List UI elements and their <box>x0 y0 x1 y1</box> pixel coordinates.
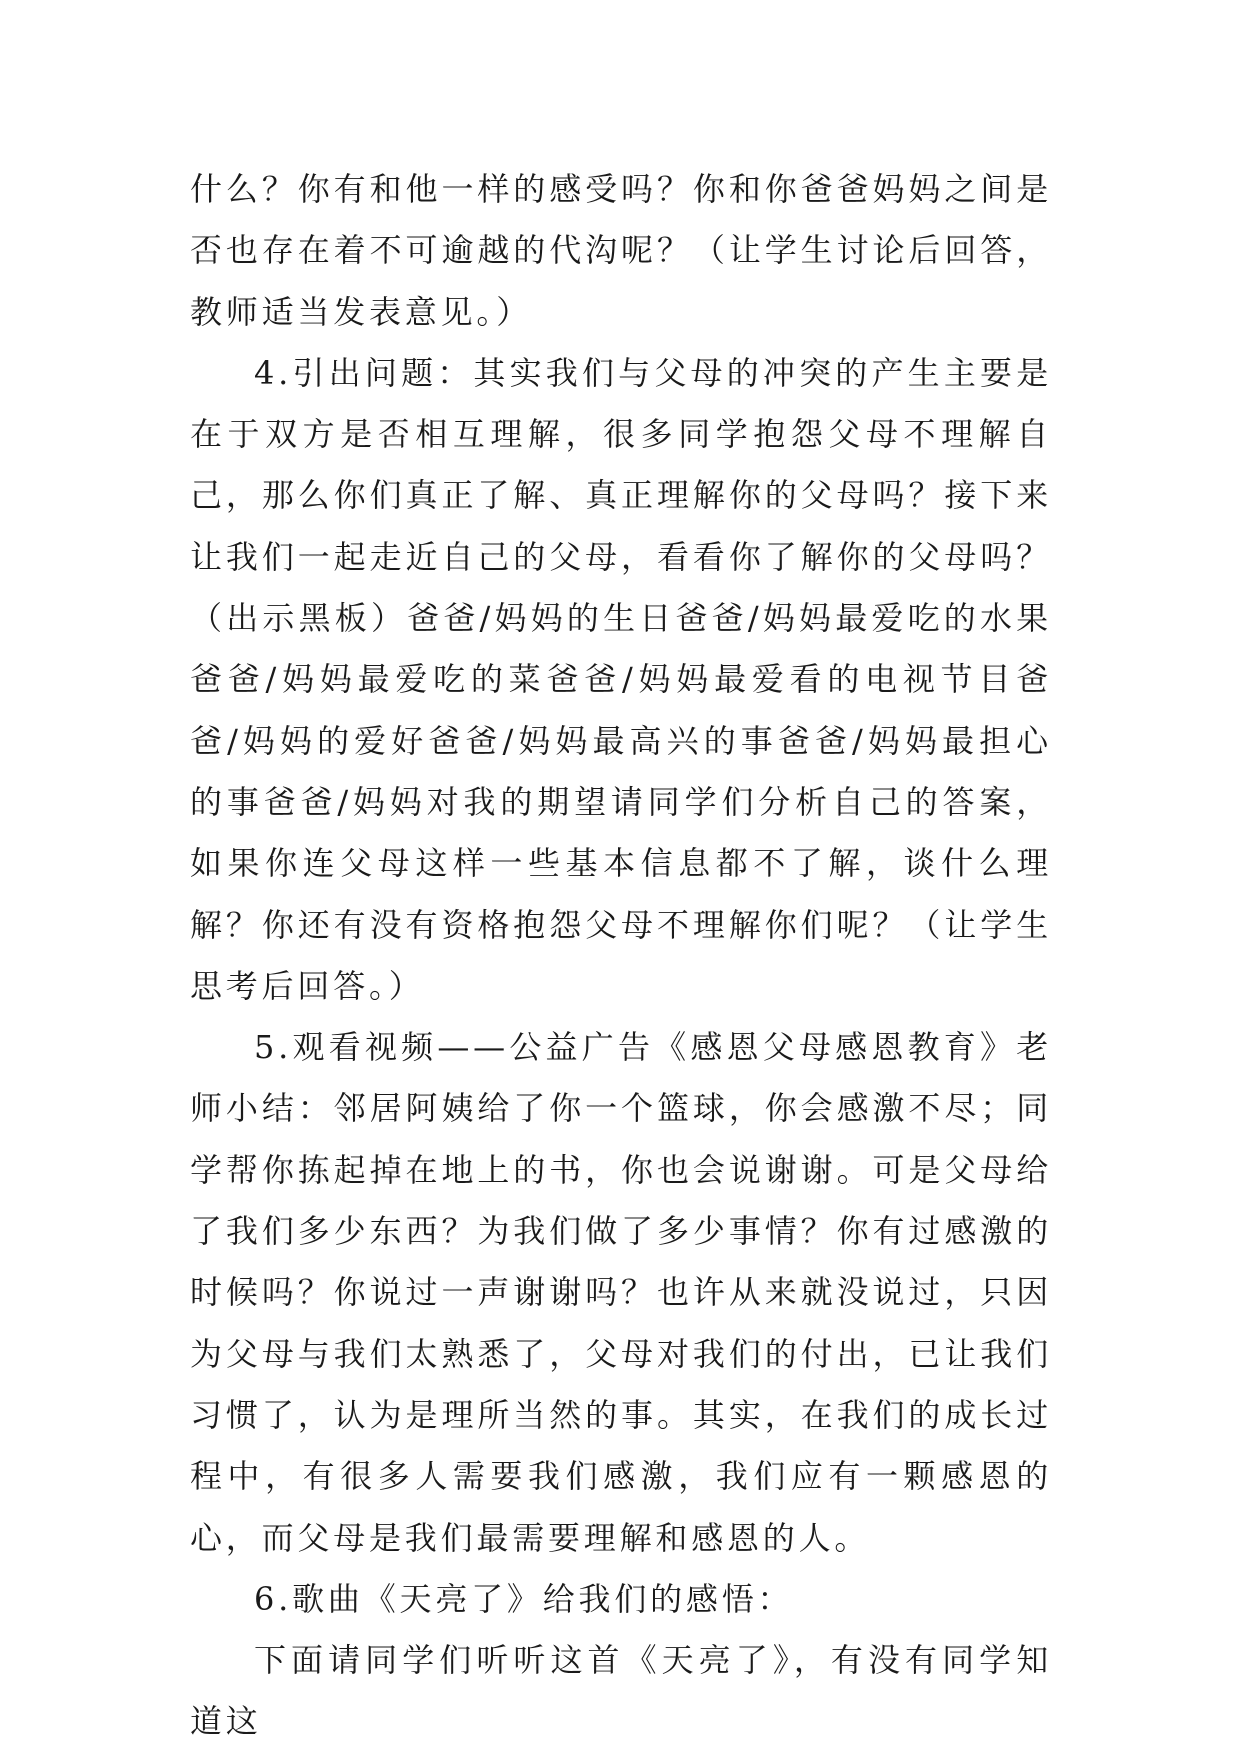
paragraph-item-4: 4.引出问题：其实我们与父母的冲突的产生主要是在于双方是否相互理解，很多同学抱怨父母不理解自己，那么你们真正了解、真正理解你的父母吗？接下来让我们一起走近自己的父母，看看你了解你的父母吗？（出示黑板）爸爸/妈妈的生日爸爸/妈妈最爱吃的水果爸爸/妈妈最爱吃的菜爸爸/妈妈最爱看的电视节目爸爸/妈妈的爱好爸爸/妈妈最高兴的事爸爸/妈妈最担心的事爸爸/妈妈对我的期望请同学们分析自己的答案，如果你连父母这样一些基本信息都不了解，谈什么理解？你还有没有资格抱怨父母不理解你们呢？（让学生思考后回答。） <box>190 353 1052 1005</box>
paragraph-item-6: 6.歌曲《天亮了》给我们的感悟： <box>254 1579 794 1618</box>
paragraph-continued: 什么？你有和他一样的感受吗？你和你爸爸妈妈之间是否也存在着不可逾越的代沟呢？（让学生讨论后回答，教师适当发表意见。） <box>190 170 1052 331</box>
body-text <box>190 159 1052 1753</box>
paragraph-item-5: 5.观看视频——公益广告《感恩父母感恩教育》老师小结：邻居阿姨给了你一个篮球，你会感激不尽；同学帮你拣起掉在地上的书，你也会说谢谢。可是父母给了我们多少东西？为我们做了多少事情？你有过感激的时候吗？你说过一声谢谢吗？也许从来就没说过，只因为父母与我们太熟悉了，父母对我们的付出，已让我们习惯了，认为是理所当然的事。其实，在我们的成长过程中，有很多人需要我们感激，我们应有一颗感恩的心，而父母是我们最需要理解和感恩的人。 <box>190 1028 1052 1557</box>
paragraph-item-6-body: 下面请同学们听听这首《天亮了》，有没有同学知道这 <box>190 1641 1052 1741</box>
